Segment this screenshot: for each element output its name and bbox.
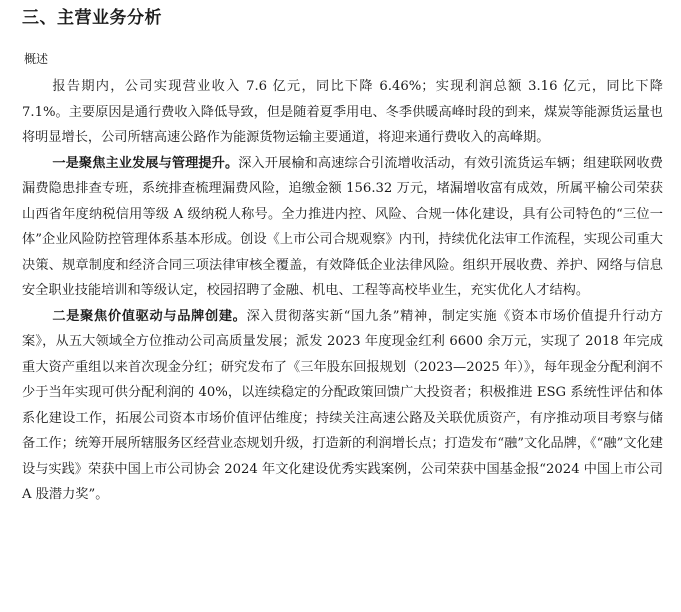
subsection-title: 概述 bbox=[24, 52, 49, 66]
section-title: 三、主营业务分析 bbox=[22, 8, 162, 28]
paragraph-main-business-heading: 一是聚焦主业发展与管理提升。 bbox=[52, 155, 239, 171]
paragraph-value-brand-text: 深入贯彻落实新“国九条”精神，制定实施《资本市场价值提升行动方案》，从五大领域全方位推动公司高质量发展；派发 2023 年度现金红利 6600 余万元，实现了 2018 年完成重大资产重组以来首次现金分红；研究发布了《三年股东回报规划（2023—2025 年）》，每年现金分配利润不少于当年实现可供分配利润的 40%，以连续稳定的分配政策回馈广大投资者；积极推进 ESG 系统性评估和体系化建设工作，拓展公司资本市场价值评估维度；持续关注高速公路及关联优质资产，有序推动项目考察与储备工作；统筹开展所辖服务区经营业态规划升级，打造新的利润增长点；打造发布“融”文化品牌，《“融”文化建设与实践》荣获中国上市公司协会 2024 年文化建设优秀实践案例，公司荣获中国基金报“2024 中国上市公司 A 股潜力奖”。 bbox=[22, 308, 663, 502]
paragraph-main-business bbox=[22, 151, 663, 304]
paragraph-value-brand-heading: 二是聚焦价值驱动与品牌创建。 bbox=[52, 308, 247, 324]
paragraph-main-business-text: 深入开展榆和高速综合引流增收活动，有效引流货运车辆；组建联网收费漏费隐患排查专班，系统排查梳理漏费风险，追缴金额 156.32 万元，堵漏增收富有成效，所属平榆公司荣获山西省年度纳税信用等级 A 级纳税人称号。全力推进内控、风险、合规一体化建设，具有公司特色的“三位一体”企业风险防控管理体系基本形成。创设《上市公司合规观察》内刊，持续优化法审工作流程，实现公司重大决策、规章制度和经济合同三项法律审核全覆盖，有效降低企业法律风险。组织开展收费、养护、网络与信息安全职业技能培训和等级认定，校园招聘了金融、机电、工程等高校毕业生，充实优化人才结构。 bbox=[22, 155, 663, 298]
paragraph-overview-text: 报告期内，公司实现营业收入 7.6 亿元，同比下降 6.46%；实现利润总额 3.16 亿元，同比下降 7.1%。主要原因是通行费收入降低导致，但是随着夏季用电、冬季供暖高峰时段的到来，煤炭等能源货运量也将明显增长，公司所辖高速公路作为能源货物运输主要通道，将迎来通行费收入的高峰期。 bbox=[22, 79, 663, 145]
paragraph-value-brand bbox=[22, 304, 663, 508]
paragraph-overview bbox=[22, 74, 663, 151]
